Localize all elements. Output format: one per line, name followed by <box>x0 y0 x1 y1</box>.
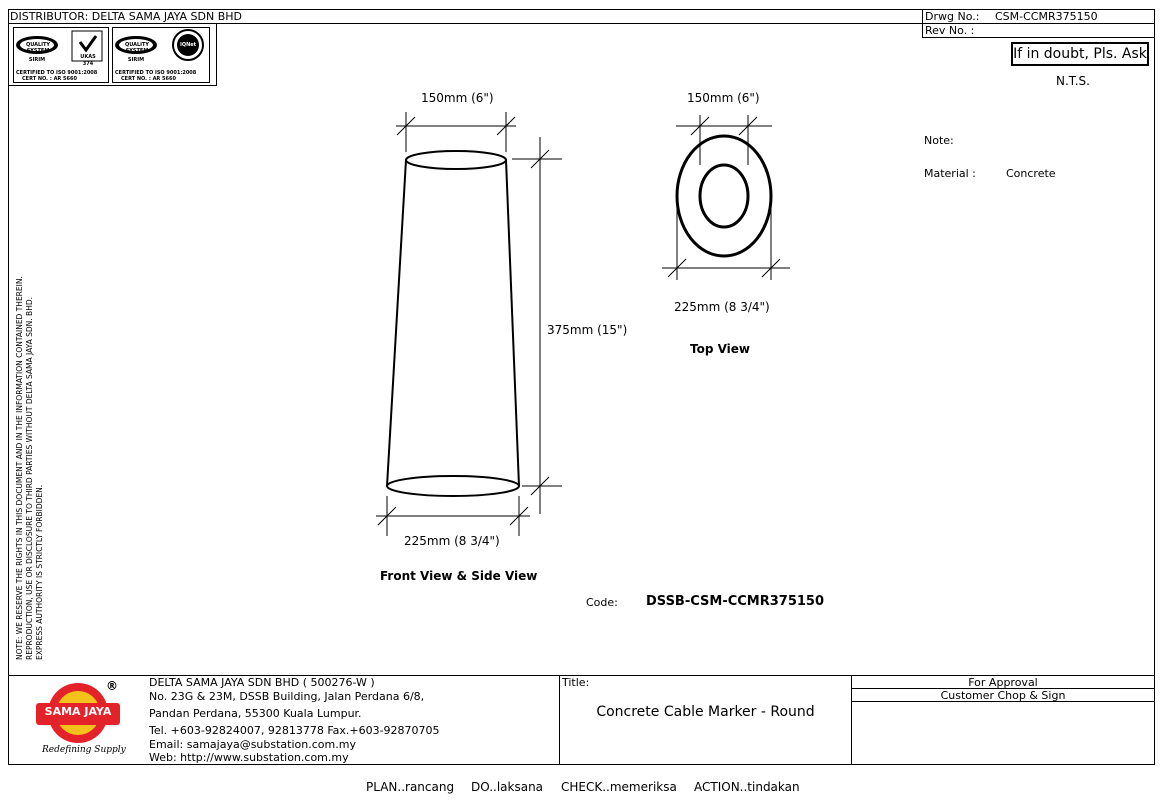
drwg-label: Drwg No.: <box>925 10 980 23</box>
top-view-top-dimension <box>676 115 772 165</box>
footer-plan: PLAN..rancang <box>366 780 455 794</box>
front-view-shape <box>387 151 519 496</box>
logo-text: SAMA JAYA <box>44 705 112 718</box>
logo-registered: ® <box>106 679 118 693</box>
company-web: Web: http://www.substation.com.my <box>149 751 349 764</box>
front-height-dim-label: 375mm (15") <box>547 323 628 337</box>
code-value: DSSB-CSM-CCMR375150 <box>646 594 825 609</box>
badge-text: QUALITY SYSTEM <box>124 42 150 54</box>
title-label: Title: <box>562 676 590 689</box>
footer-action: ACTION..tindakan <box>694 780 800 794</box>
cert-num: 374 <box>82 61 94 67</box>
material-label: Material : <box>924 167 976 180</box>
company-address-2: Pandan Perdana, 55300 Kuala Lumpur. <box>149 707 362 720</box>
nts-label: N.T.S. <box>1056 74 1090 88</box>
company-address-1: No. 23G & 23M, DSSB Building, Jalan Perdana 6/8, <box>149 690 425 703</box>
rev-label: Rev No. : <box>925 24 975 37</box>
rights-note: NOTE: WE RESERVE THE RIGHTS IN THIS DOCUMENT AND IN THE INFORMATION CONTAINED THEREIN. REPRODUCTION, USE OR DISCLOSURE TO THIRD PARTIES WITHOUT DELTA SAMA JAYA SDN. BHD. EXPRESS AUTHORITY IS STRICTLY FORBIDDEN. <box>15 276 44 660</box>
cert-line2: CERT NO. : AR 5660 <box>121 76 176 82</box>
title-value: Concrete Cable Marker - Round <box>596 704 815 720</box>
top-view-shape <box>677 136 771 256</box>
badge-text: QUALITY SYSTEM <box>25 42 51 54</box>
company-phone: Tel. +603-92824007, 92813778 Fax.+603-92870705 <box>149 724 440 737</box>
ukas-text: UKAS <box>80 54 96 60</box>
cert-line2: CERT NO. : AR 5660 <box>22 76 77 82</box>
doubt-notice: If in doubt, Pls. Ask <box>1011 42 1149 66</box>
material-value: Concrete <box>1006 167 1056 180</box>
company-name: DELTA SAMA JAYA SDN BHD ( 500276-W ) <box>149 676 375 689</box>
logo-tagline: Redefining Supply <box>42 745 126 755</box>
titleblock-divider-1 <box>559 675 560 765</box>
front-view-caption: Front View & Side View <box>380 569 538 583</box>
iqnet-text: IQNet <box>179 42 197 48</box>
for-approval: For Approval <box>968 676 1038 689</box>
sirim-text: SIRIM <box>28 57 46 63</box>
cert-line1: CERTIFIED TO ISO 9001:2008 <box>16 70 98 76</box>
footer-check: CHECK..memeriksa <box>561 780 677 794</box>
distributor-label: DISTRIBUTOR: DELTA SAMA JAYA SDN BHD <box>10 10 243 23</box>
drwg-value: CSM-CCMR375150 <box>995 10 1098 23</box>
top-view-bottom-dim-label: 225mm (8 3/4") <box>674 300 770 314</box>
front-bottom-dim-label: 225mm (8 3/4") <box>404 534 500 548</box>
front-top-dim-label: 150mm (6") <box>421 91 494 105</box>
front-top-dimension <box>396 112 516 152</box>
code-label: Code: <box>586 596 618 609</box>
note-label: Note: <box>924 134 954 147</box>
footer-do: DO..laksana <box>471 780 544 794</box>
customer-chop: Customer Chop & Sign <box>940 689 1066 702</box>
top-view-caption: Top View <box>690 342 751 356</box>
cert-line1: CERTIFIED TO ISO 9001:2008 <box>115 70 197 76</box>
top-view-bottom-dimension <box>662 200 790 280</box>
front-bottom-dimension <box>376 496 530 536</box>
sirim-text: SIRIM <box>127 57 145 63</box>
top-view-top-dim-label: 150mm (6") <box>687 91 760 105</box>
company-email: Email: samajaya@substation.com.my <box>149 738 356 751</box>
